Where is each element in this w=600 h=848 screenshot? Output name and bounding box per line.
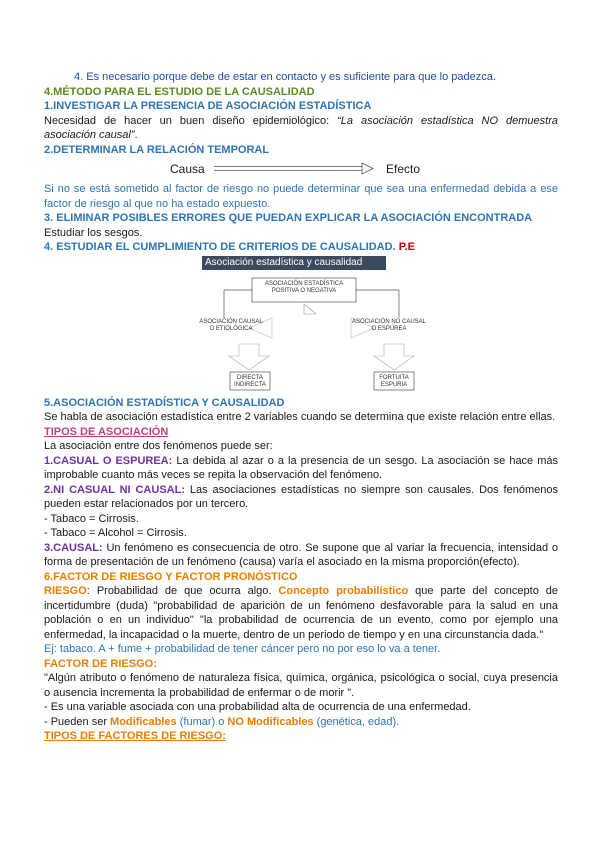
text-fumar: (fumar) o bbox=[176, 715, 228, 728]
figure-title: Asociación estadística y causalidad bbox=[202, 256, 386, 270]
box-line-1: ASOCIACIÓN ESTADÍSTICA bbox=[264, 280, 344, 287]
example-1: - Tabaco = Cirrosis. bbox=[44, 512, 139, 525]
diagram-box-no-causal bbox=[350, 319, 428, 333]
label-concepto: Concepto probabilístico bbox=[278, 585, 409, 597]
paragraph-intro: La asociación entre dos fenómenos puede ser: bbox=[44, 440, 273, 452]
box-line-2: O ETIOLÓGICA bbox=[209, 325, 253, 332]
box-line-1: DIRECTA bbox=[237, 374, 263, 381]
label-no-modificables: NO Modificables bbox=[227, 715, 314, 728]
text-genetica: (genética, edad). bbox=[313, 715, 400, 728]
box-line-1: ASOCIACIÓN NO CAUSAL bbox=[351, 318, 426, 325]
text-pueden: - Pueden ser bbox=[44, 715, 111, 728]
bullet-modificables bbox=[44, 715, 558, 730]
text-casual: La debida al azar o a la presencia de un sesgo. La asociación se hace más improbable cuanto más veces se repita la observación del fenómeno. bbox=[44, 454, 558, 481]
diagram-box-asociacion-estadistica bbox=[252, 281, 356, 295]
heading-investigar: 1.INVESTIGAR LA PRESENCIA DE ASOCIACIÓN ESTADÍSTICA bbox=[44, 100, 372, 112]
label-riesgo: RIESGO bbox=[44, 585, 87, 597]
paragraph-diseno bbox=[44, 114, 558, 143]
text-causal: Un fenómeno es consecuencia de otro. Se supone que al variar la frecuencia, intensidad o forma de presentación de un fenómeno (causa) varía el asociado en la misma proporción(efecto). bbox=[44, 541, 558, 568]
association-diagram bbox=[44, 270, 558, 396]
diagram-box-fortuita bbox=[374, 375, 414, 389]
pe-label: P.E bbox=[398, 241, 415, 253]
heading-tipos-factores: TIPOS DE FACTORES DE RIESGO: bbox=[44, 730, 226, 742]
text-ni-casual: Las asociaciones estadísticas no siempre son causales. Dos fenómenos pueden estar relacionados por un tercero. bbox=[44, 483, 558, 510]
right-arrow-icon bbox=[214, 162, 374, 176]
heading-eliminar-errores: 3. ELIMINAR POSIBLES ERRORES QUE PUEDAN EXPLICAR LA ASOCIACIÓN ENCONTRADA bbox=[44, 212, 533, 224]
efecto-label: Efecto bbox=[386, 162, 421, 176]
box-line-2: POSITIVA O NEGATIVA bbox=[271, 287, 337, 294]
diagram-box-causal bbox=[196, 319, 266, 333]
bullet-variable: - Es una variable asociada con una probabilidad alta de ocurrencia de una enfermedad. bbox=[44, 701, 471, 713]
paragraph-factor-riesgo: Si no se está sometido al factor de riesgo no puede determinar que sea una enfermedad debida a ese factor de riesgo al que no ha estado expuesto. bbox=[44, 183, 558, 210]
text-necesidad: Necesidad de hacer un buen diseño epidemiológico: bbox=[44, 114, 338, 127]
paragraph-factor-def: "Algún atributo o fenómeno de naturaleza física, química, orgánica, psicológica o social, cuya presencia o ausencia incrementa la probabilidad de enfermar o de morir ". bbox=[44, 672, 558, 699]
box-line-1: ASOCIACIÓN CAUSAL bbox=[199, 318, 263, 325]
heading-tipos-asociacion: TIPOS DE ASOCIACIÓN bbox=[44, 425, 169, 438]
causa-label: Causa bbox=[170, 162, 205, 176]
label-casual: 1.CASUAL O ESPUREA: bbox=[44, 454, 177, 467]
text-period: . bbox=[134, 129, 138, 141]
heading-relacion-temporal: 2.DETERMINAR LA RELACIÓN TEMPORAL bbox=[44, 143, 270, 156]
label-modificables: Modificables bbox=[110, 715, 177, 728]
box-line-2: INDIRECTA bbox=[234, 381, 266, 388]
heading-criterios-text: 4. ESTUDIAR EL CUMPLIMIENTO DE CRITERIOS DE CAUSALIDAD. bbox=[44, 241, 399, 253]
heading-criterios bbox=[44, 240, 558, 255]
paragraph-casual bbox=[44, 454, 558, 483]
example-2: - Tabaco = Alcohol = Cirrosis. bbox=[44, 527, 187, 539]
list-item-4: 4. Es necesario porque debe de estar en contacto y es suficiente para que lo padezca. bbox=[74, 71, 496, 83]
heading-factor-riesgo-pronostico: 6.FACTOR DE RIESGO Y FACTOR PRONÓSTICO bbox=[44, 570, 298, 583]
paragraph-riesgo bbox=[44, 584, 558, 642]
causa-efecto-row bbox=[44, 159, 558, 181]
paragraph-ejemplo: Ej: tabaco. A + fume + probabilidad de tener cáncer pero no por eso lo va a tener. bbox=[44, 643, 441, 655]
quote-asociacion: “La asociación estadística NO demuestra asociación causal” bbox=[44, 114, 558, 141]
heading-asociacion-estadistica: 5.ASOCIACIÓN ESTADÍSTICA Y CAUSALIDAD bbox=[44, 396, 285, 409]
paragraph-asociacion: Se habla de asociación estadística entre 2 variables cuando se determina que existe relación entre ellas. bbox=[44, 411, 556, 423]
label-causal: 3.CAUSAL: bbox=[44, 541, 107, 554]
heading-factor-de-riesgo: FACTOR DE RIESGO: bbox=[44, 657, 157, 670]
text-riesgo-2: que parte del concepto de incertidumbre (duda) "probabilidad de aparición de un fenómeno desfavorable para la salud en una población o en un individuo" "la probabilidad de ocurrencia de un evento, como por ejemplo una enfermedad, la incapacidad o la muerte, dentro de un periodo de tiempo y en una circunstancia dada." bbox=[44, 585, 559, 641]
document-page bbox=[44, 70, 558, 744]
label-ni-casual: 2.NI CASUAL NI CAUSAL: bbox=[44, 483, 190, 496]
diagram-box-directa bbox=[230, 375, 270, 389]
box-line-1: FORTUITA bbox=[379, 374, 409, 381]
paragraph-causal bbox=[44, 541, 558, 570]
heading-metodo: 4.MÉTODO PARA EL ESTUDIO DE LA CAUSALIDAD bbox=[44, 85, 315, 98]
text-riesgo-1: : Probabilidad de que ocurra algo. bbox=[86, 585, 279, 597]
box-line-2: O ESPÚREA bbox=[371, 325, 407, 332]
box-line-2: ESPURIA bbox=[380, 381, 408, 388]
paragraph-sesgos: Estudiar los sesgos. bbox=[44, 226, 143, 239]
paragraph-ni-casual bbox=[44, 483, 558, 512]
